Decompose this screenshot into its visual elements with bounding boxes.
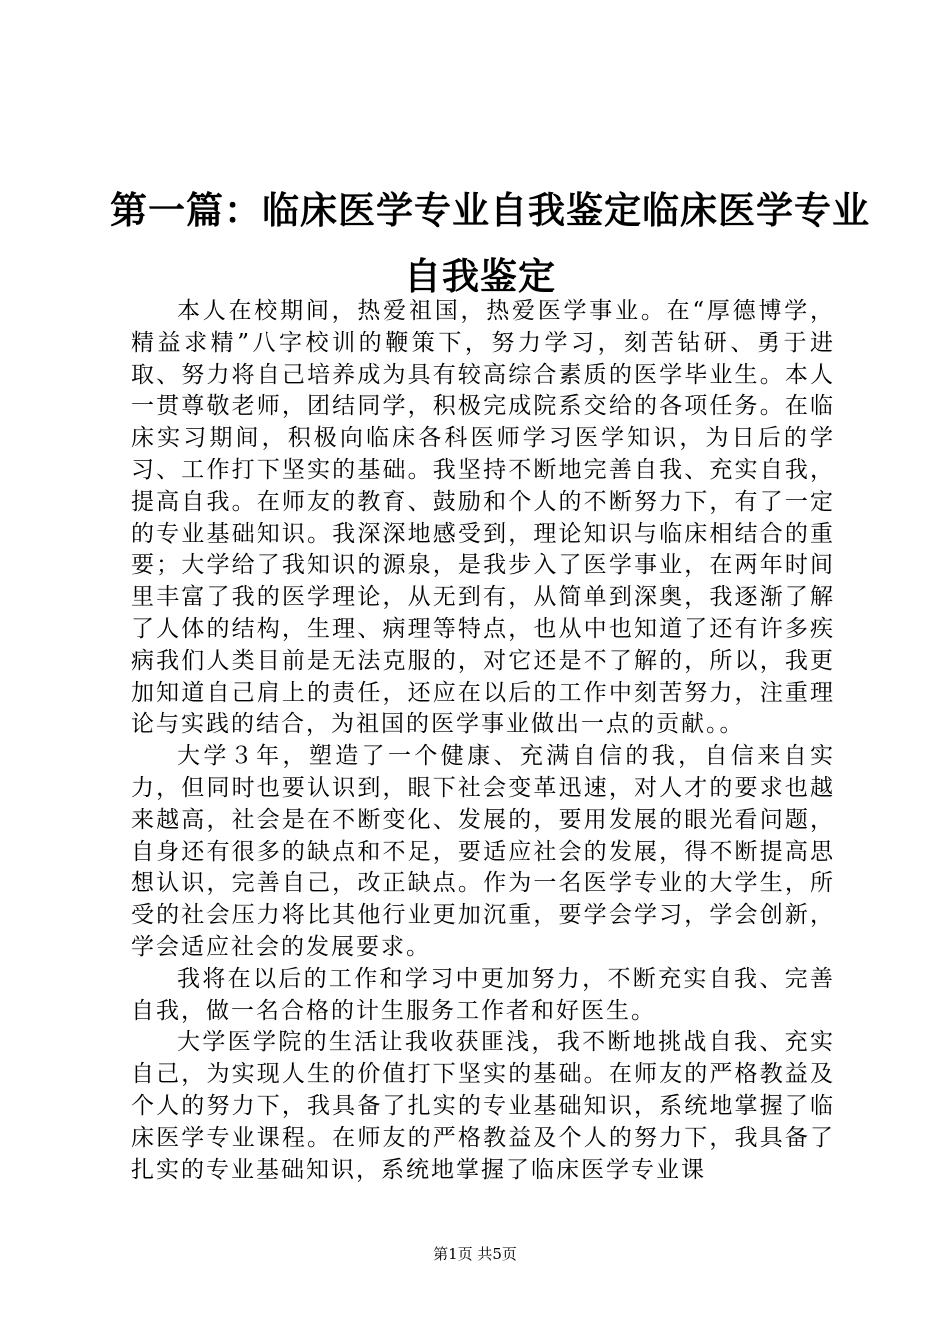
title-line-2: 自我鉴定 [404, 255, 556, 298]
body-paragraph-4: 大学医学院的生活让我收获匪浅，我不断地挑战自我、充实自己，为实现人生的价值打下坚实的基础。在师友的严格教益及个人的努力下，我具备了扎实的专业基础知识，系统地掌握了临床医学专业课程。在师友的严格教益及个人的努力下，我具备了扎实的专业基础知识，系统地掌握了临床医学专业课 [131, 1029, 835, 1183]
document-title [110, 178, 870, 310]
document-body [131, 296, 835, 1186]
body-paragraph-1: 本人在校期间，热爱祖国，热爱医学事业。在“厚德博学，精益求精”八字校训的鞭策下，努力学习，刻苦钻研、勇于进取、努力将自己培养成为具有较高综合素质的医学毕业生。本人一贯尊敬老师，团结同学，积极完成院系交给的各项任务。在临床实习期间，积极向临床各科医师学习医学知识，为日后的学习、工作打下坚实的基础。我坚持不断地完善自我、充实自我，提高自我。在师友的教育、鼓励和个人的不断努力下，有了一定的专业基础知识。我深深地感受到，理论知识与临床相结合的重要；大学给了我知识的源泉，是我步入了医学事业，在两年时间里丰富了我的医学理论，从无到有，从简单到深奥，我逐渐了解了人体的结构，生理、病理等特点，也从中也知道了还有许多疾病我们人类目前是无法克服的，对它还是不了解的，所以，我更加知道自己肩上的责任，还应在以后的工作中刻苦努力，注重理论与实践的结合，为祖国的医学事业做出一点的贡献。。 [131, 298, 835, 738]
page-number-footer: 第1页 共5页 [433, 1245, 517, 1263]
title-line-1: 第一篇：临床医学专业自我鉴定临床医学专业 [110, 189, 870, 232]
body-paragraph-2: 大学３年，塑造了一个健康、充满自信的我，自信来自实力，但同时也要认识到，眼下社会变革迅速，对人才的要求也越来越高，社会是在不断变化、发展的，要用发展的眼光看问题，自身还有很多的缺点和不足，要适应社会的发展，得不断提高思想认识，完善自己，改正缺点。作为一名医学专业的大学生，所受的社会压力将比其他行业更加沉重，要学会学习，学会创新，学会适应社会的发展要求。 [131, 743, 835, 960]
body-paragraph-3: 我将在以后的工作和学习中更加努力，不断充实自我、完善自我，做一名合格的计生服务工作者和好医生。 [131, 965, 835, 1024]
